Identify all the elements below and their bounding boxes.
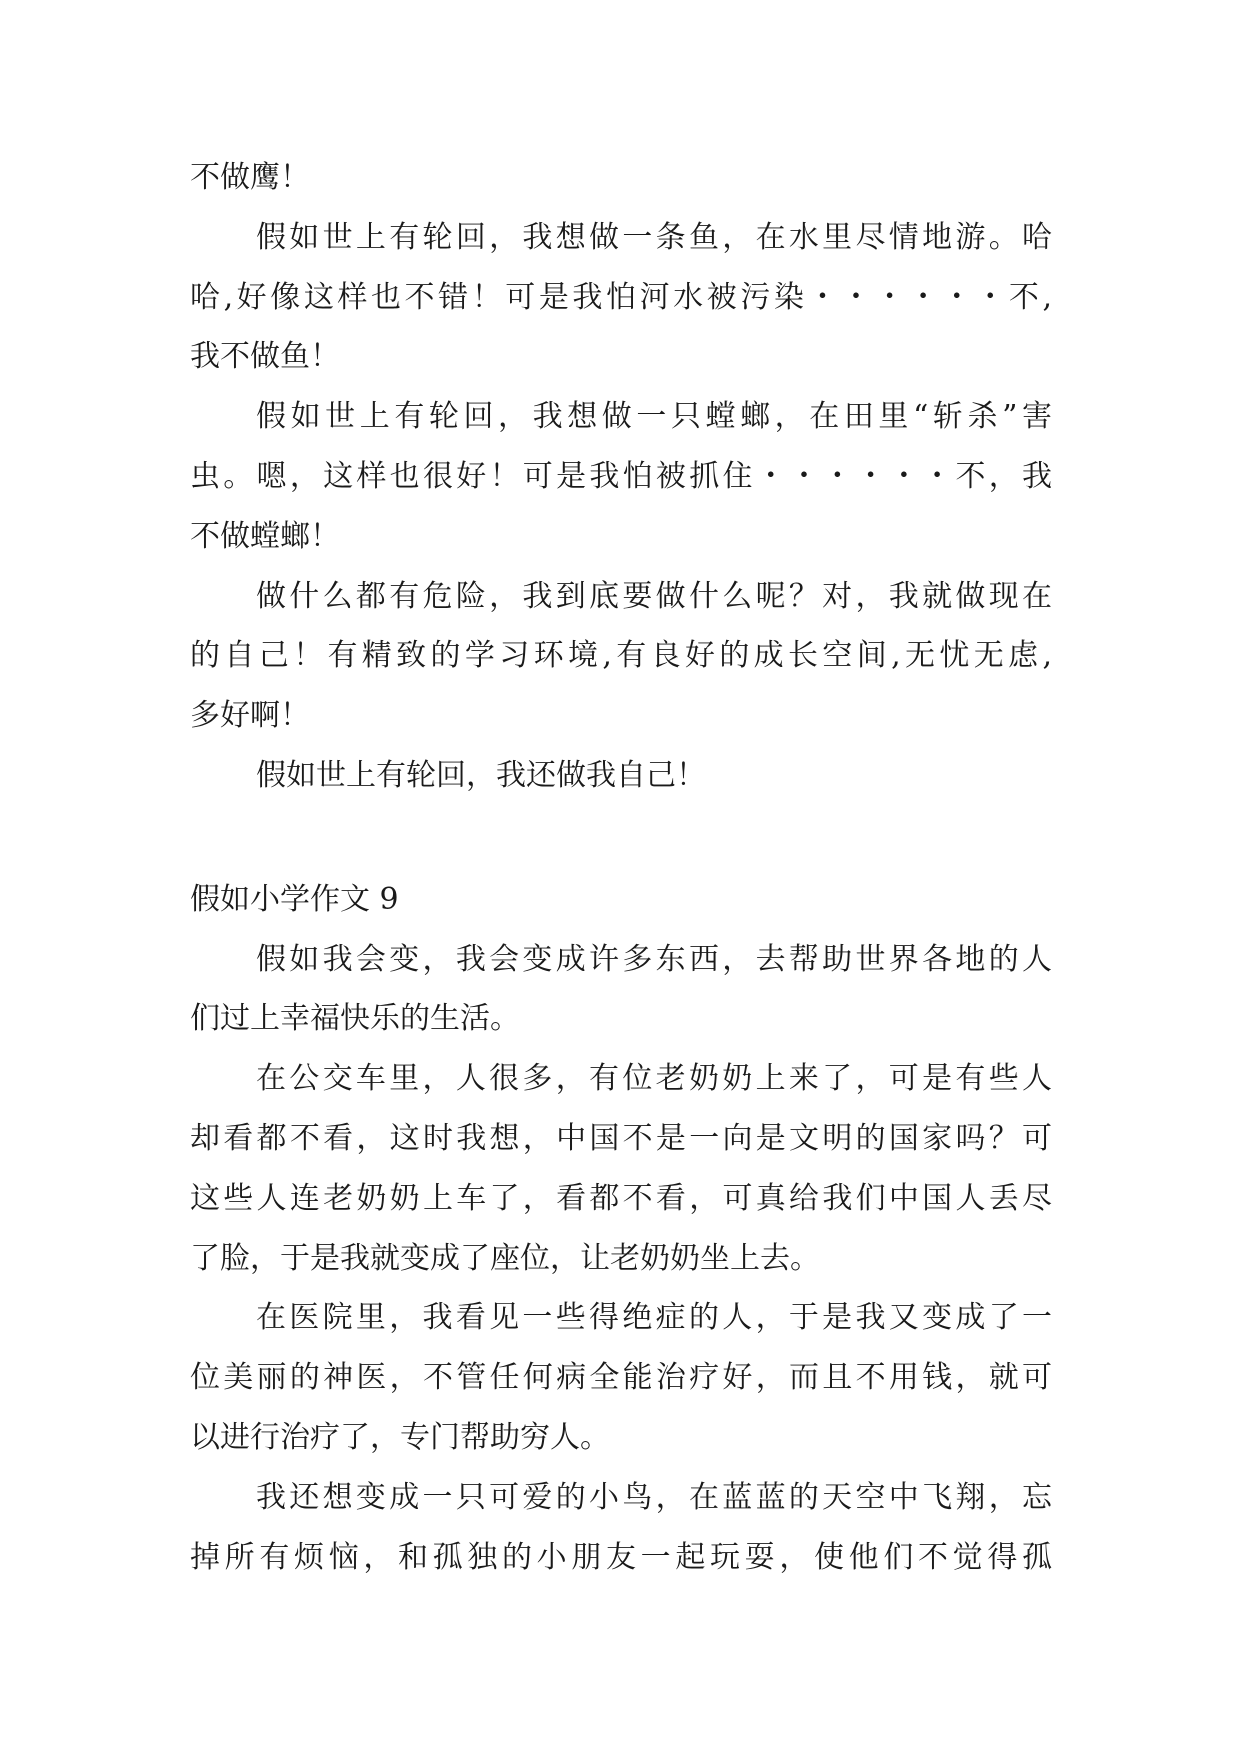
text-line: 哈,好像这样也不错！可是我怕河水被污染・・・・・・不,: [190, 279, 1052, 315]
document-page: [190, 148, 1052, 1587]
text-line: 假如世上有轮回，我想做一只螳螂，在田里“斩杀”害: [256, 399, 1052, 435]
text-line: 掉所有烦恼，和孤独的小朋友一起玩耍，使他们不觉得孤: [190, 1539, 1052, 1575]
text-line: 不做螳螂！: [190, 518, 340, 554]
text-line: 的自己！有精致的学习环境,有良好的成长空间,无忧无虑,: [190, 638, 1052, 674]
essay-heading: 假如小学作文 9: [190, 881, 399, 917]
text-line: 虫。嗯，这样也很好！可是我怕被抓住・・・・・・不，我: [190, 458, 1052, 494]
text-line: 了脸，于是我就变成了座位，让老奶奶坐上去。: [190, 1240, 820, 1276]
text-line: 位美丽的神医，不管任何病全能治疗好，而且不用钱，就可: [190, 1360, 1052, 1396]
text-line: 这些人连老奶奶上车了，看都不看，可真给我们中国人丢尽: [190, 1180, 1052, 1216]
text-line: 我还想变成一只可爱的小鸟，在蓝蓝的天空中飞翔，忘: [256, 1479, 1052, 1515]
text-line: 在医院里，我看见一些得绝症的人，于是我又变成了一: [256, 1300, 1052, 1336]
text-line: 们过上幸福快乐的生活。: [190, 1001, 520, 1037]
text-line: 假如我会变，我会变成许多东西，去帮助世界各地的人: [256, 941, 1052, 977]
section-gap: [190, 806, 1052, 870]
text-line: 不做鹰！: [190, 160, 310, 195]
text-line: 在公交车里，人很多，有位老奶奶上来了，可是有些人: [256, 1061, 1052, 1097]
text-line: 假如世上有轮回，我还做我自己！: [256, 757, 706, 793]
essay-9: [190, 870, 1052, 1588]
text-line: 以进行治疗了，专门帮助穷人。: [190, 1419, 610, 1455]
text-line: 做什么都有危险，我到底要做什么呢？对，我就做现在: [256, 578, 1052, 614]
essay-continuation: [190, 148, 1052, 806]
text-line: 多好啊！: [190, 698, 310, 734]
text-line: 却看都不看，这时我想，中国不是一向是文明的国家吗？可: [190, 1120, 1052, 1156]
text-line: 假如世上有轮回，我想做一条鱼，在水里尽情地游。哈: [256, 219, 1052, 255]
text-line: 我不做鱼！: [190, 339, 340, 375]
